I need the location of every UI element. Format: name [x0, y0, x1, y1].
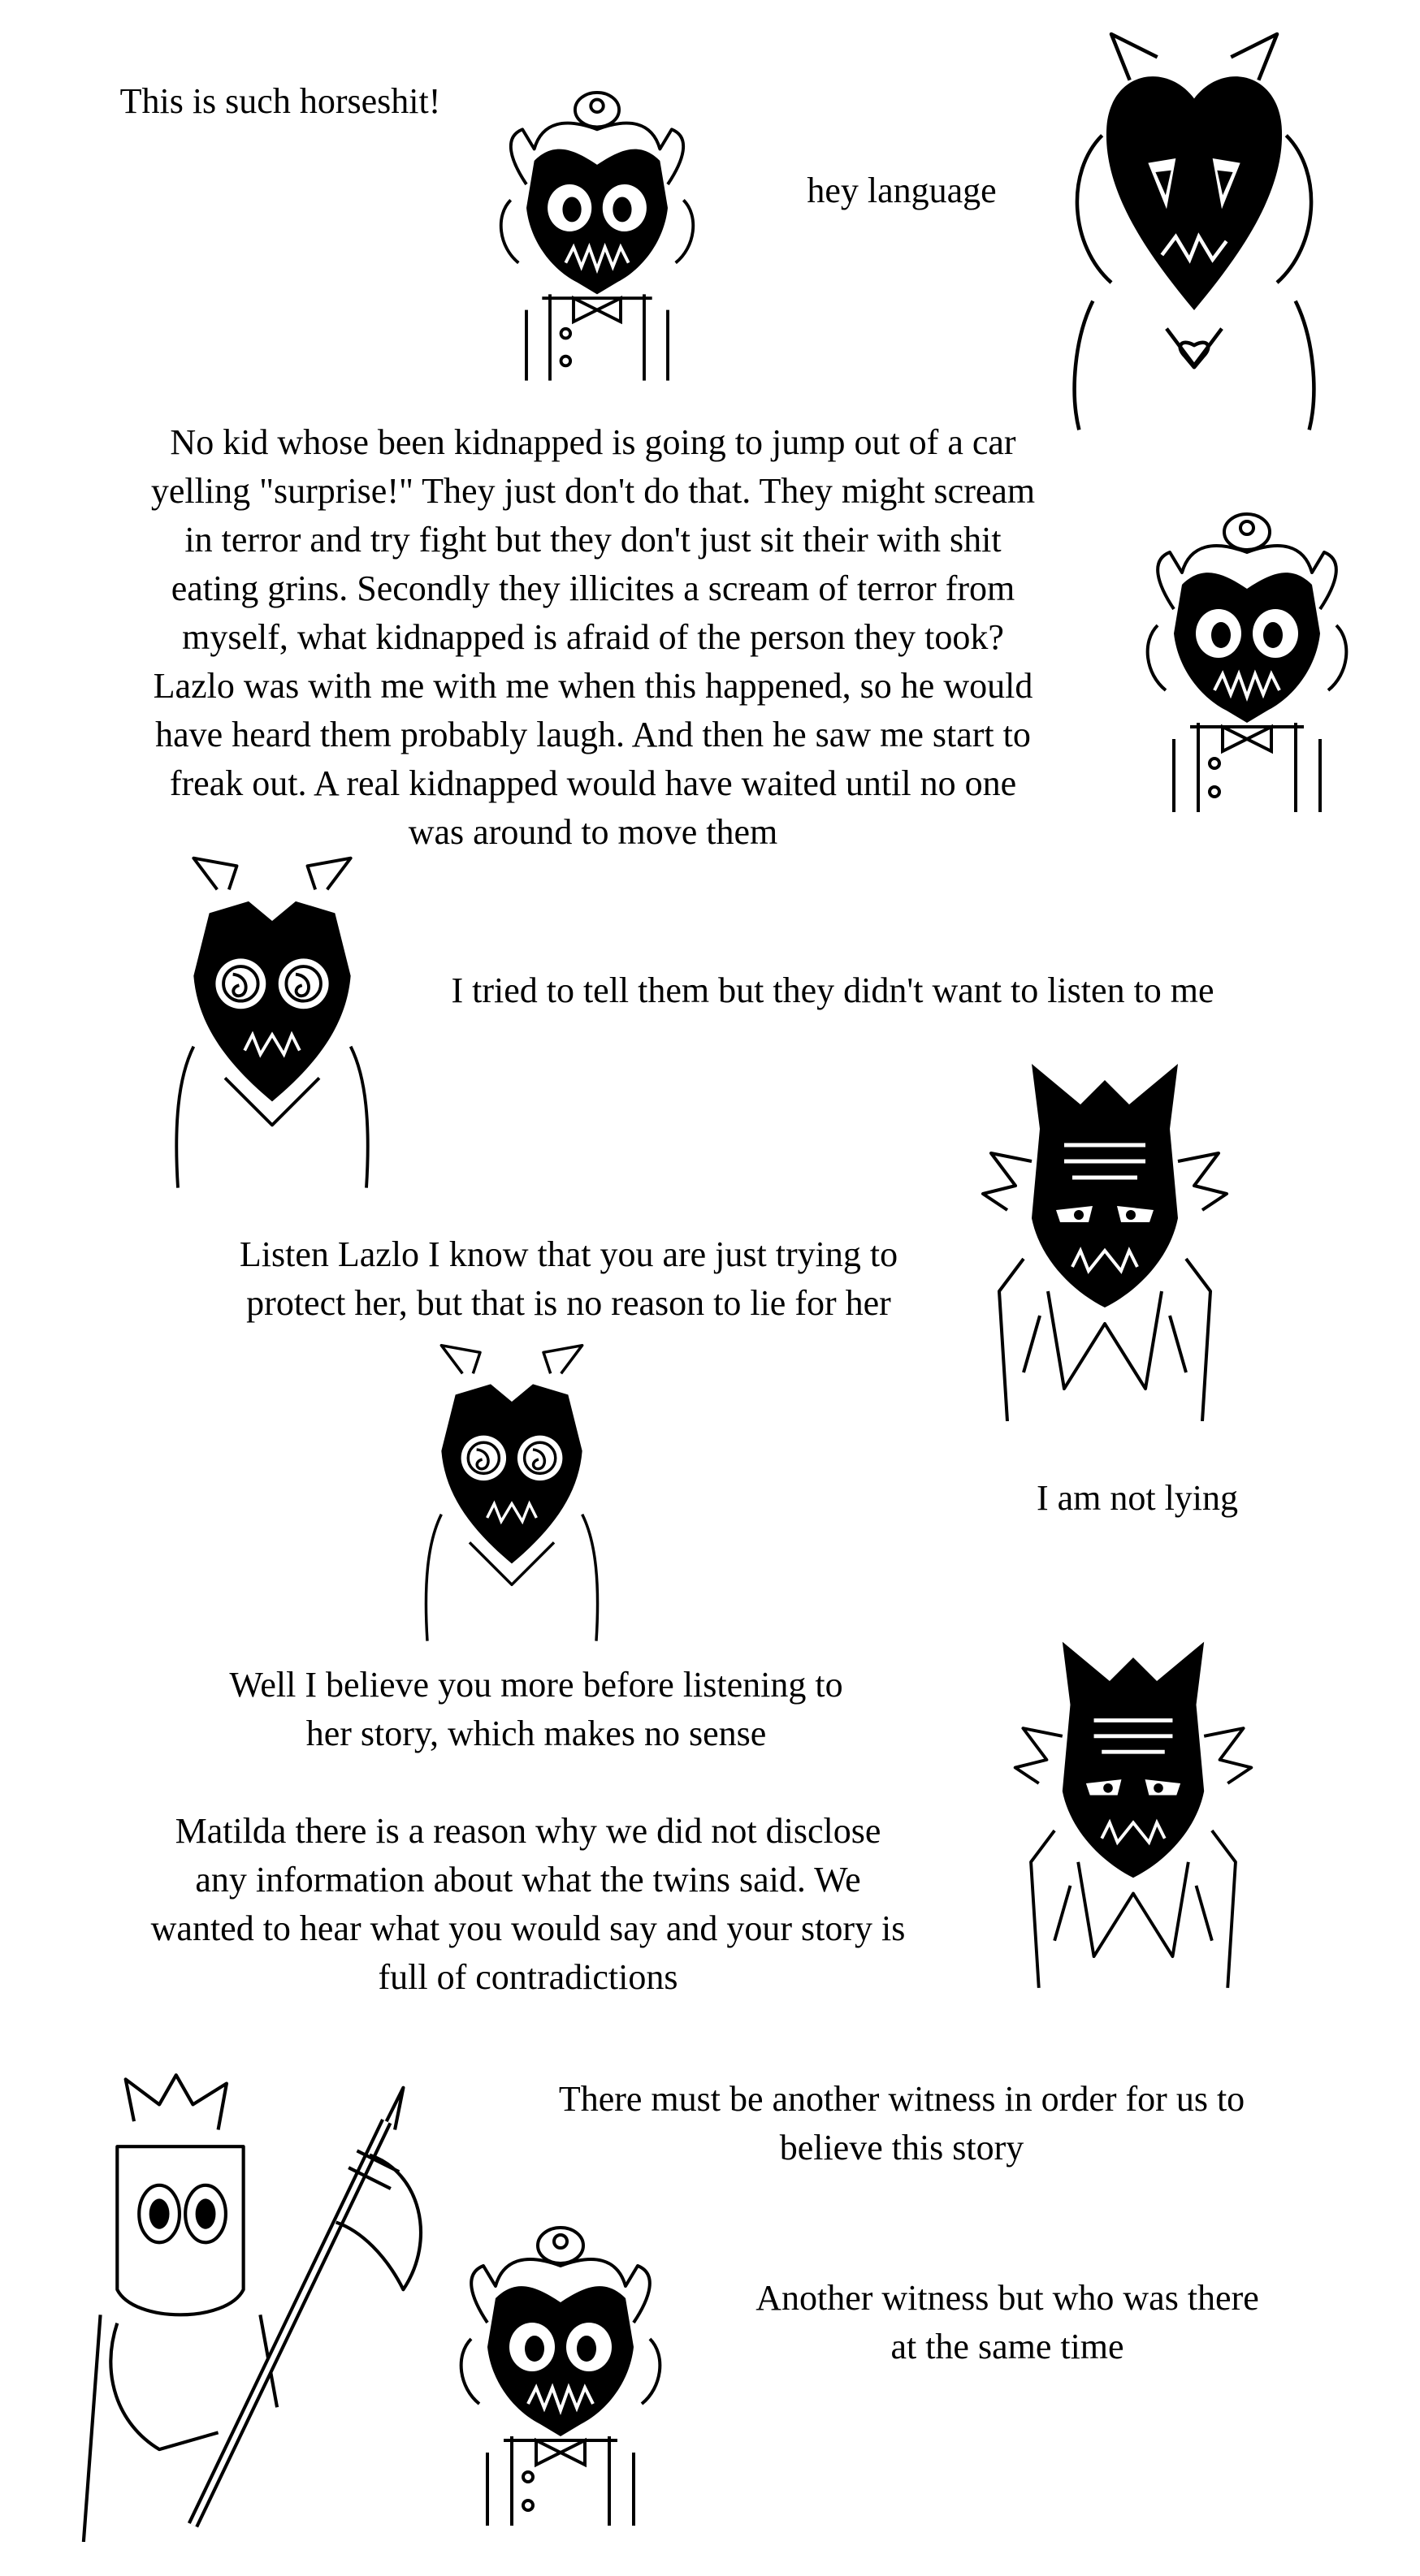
hatted-masked-character-icon-3 — [439, 2193, 682, 2550]
spiral-eyed-masked-character-icon-2 — [406, 1324, 617, 1649]
axe-guard-character-icon — [65, 2071, 439, 2542]
hatted-masked-character-icon — [479, 61, 715, 402]
dialogue-line-2: hey language — [807, 171, 997, 210]
heart-masked-character-icon — [1056, 24, 1332, 430]
spiky-haired-masked-character-icon — [975, 1048, 1235, 1421]
hatted-masked-character-icon-2 — [1125, 487, 1369, 828]
spiral-eyed-masked-character-icon — [154, 828, 390, 1202]
dialogue-line-6: I am not lying — [1036, 1478, 1239, 1518]
dialogue-paragraph-5: Listen Lazlo I know that you are just trying to protect her, but that is no reason to lie for her — [239, 1234, 898, 1323]
dialogue-paragraph-10: Another witness but who was there at the same time — [755, 2278, 1259, 2366]
dialogue-paragraph-8: Matilda there is a reason why we did not disclose any information about what the twins said. We wanted to hear what you would say and your story is full of contradictions — [150, 1811, 906, 1997]
dialogue-paragraph-3: No kid whose been kidnapped is going to jump out of a car yelling "surprise!" They just don't do that. They might scream in terror and try fight but they don't just sit their with shit eating grins. Secondly they illicites a scream of terror from myself, what kidnapped is afraid of the person they took? Lazlo was with me with me when this happened, so he would have heard them probably laugh. And then he saw me start to freak out. A real kidnapped would have waited until no one was around to move them — [150, 422, 1036, 852]
dialogue-paragraph-9: There must be another witness in order for us to believe this story — [558, 2079, 1245, 2168]
dialogue-line-4: I tried to tell them but they didn't want to listen to me — [451, 970, 1214, 1010]
dialogue-paragraph-7: Well I believe you more before listening to her story, which makes no sense — [229, 1665, 843, 1753]
dialogue-line-1: This is such horseshit! — [119, 81, 441, 121]
spiky-haired-masked-character-icon-2 — [1007, 1616, 1259, 1998]
